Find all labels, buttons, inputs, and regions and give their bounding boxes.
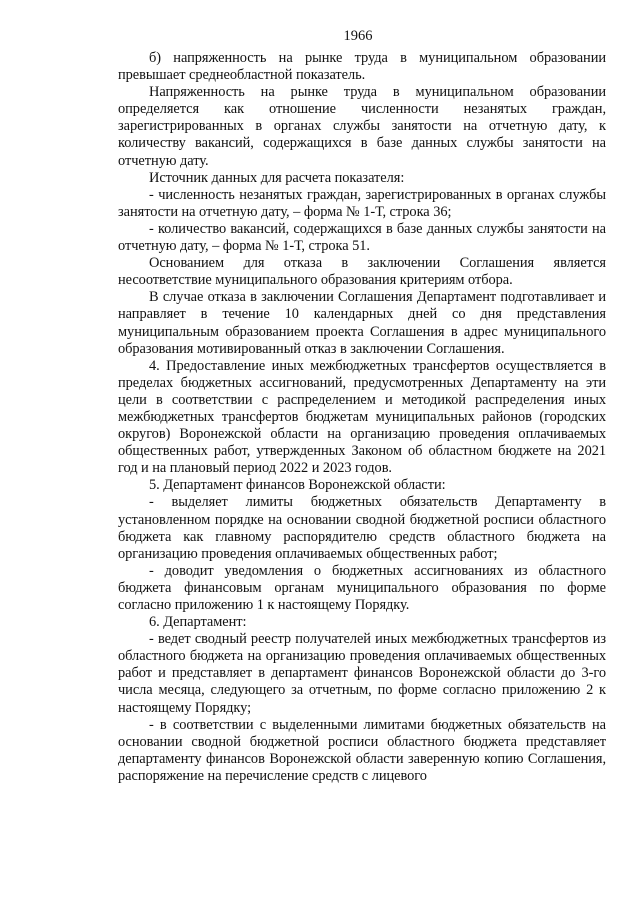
paragraph-section-4: 4. Предоставление иных межбюджетных трансфертов осуществляется в пределах бюджетных ассигнований, предусмотренных Департаменту на эти цели в соответствии с распределением и методикой распределения иных межбюджетных трансфертов бюджетам муниципальных районов (городских округов) Воронежской области на организацию проведения оплачиваемых общественных работ, утвержденных Законом об областном бюджете на 2021 год и на плановый период 2022 и 2023 годов. [118, 357, 606, 477]
paragraph-section-5-heading: 5. Департамент финансов Воронежской области: [149, 477, 446, 494]
paragraph-data-source: Источник данных для расчета показателя: [149, 169, 405, 186]
page-number: 1966 [343, 28, 373, 44]
paragraph-criterion-b: б) напряженность на рынке труда в муниципальном образовании превышает среднеобластной показатель. [118, 50, 606, 84]
paragraph-tension-definition: Напряженность на рынке труда в муниципальном образовании определяется как отношение численности незанятых граждан, зарегистрированных в органах службы занятости на отчетную дату, к количеству вакансий, содержащихся в базе данных службы занятости на отчетную дату. [118, 84, 606, 169]
paragraph-vacancy-count: - количество вакансий, содержащихся в базе данных службы занятости на отчетную дату, – форма № 1-Т, строка 51. [118, 220, 606, 255]
paragraph-section-6-registry: - ведет сводный реестр получателей иных межбюджетных трансфертов из областного бюджета на организацию проведения оплачиваемых общественных работ и представляет в департамент финансов Воронежской области до 3-го числа месяца, следующего за отчетным, по форме согласно приложению 2 к настоящему Порядку; [118, 631, 606, 716]
paragraph-refusal-procedure: В случае отказа в заключении Соглашения Департамент подготавливает и направляет в течение 10 календарных дней со дня представления муниципальным образованием проекта Соглашения в адрес муниципального образования мотивированный отказ в заключении Соглашения. [118, 289, 606, 357]
paragraph-section-5-notices: - доводит уведомления о бюджетных ассигнованиях из областного бюджета финансовым органам муниципального образования по форме согласно приложению 1 к настоящему Порядку. [118, 562, 606, 613]
paragraph-refusal-grounds: Основанием для отказа в заключении Соглашения является несоответствие муниципального образования критериям отбора. [118, 255, 606, 289]
paragraph-section-6-agreement: - в соответствии с выделенными лимитами бюджетных обязательств на основании сводной бюджетной росписи областного бюджета представляет департаменту финансов Воронежской области заверенную копию Соглашения, распоряжение на перечисление средств с лицевого [118, 716, 606, 784]
paragraph-section-5-limits: - выделяет лимиты бюджетных обязательств Департаменту в установленном порядке на основании сводной бюджетной росписи областного бюджета как главному распорядителю средств областного бюджета на организацию проведения оплачиваемых общественных работ; [118, 494, 606, 562]
paragraph-section-6-heading: 6. Департамент: [149, 614, 247, 631]
paragraph-unemployed-count: - численность незанятых граждан, зарегистрированных в органах службы занятости на отчетную дату, – форма № 1-Т, строка 36; [118, 186, 606, 220]
